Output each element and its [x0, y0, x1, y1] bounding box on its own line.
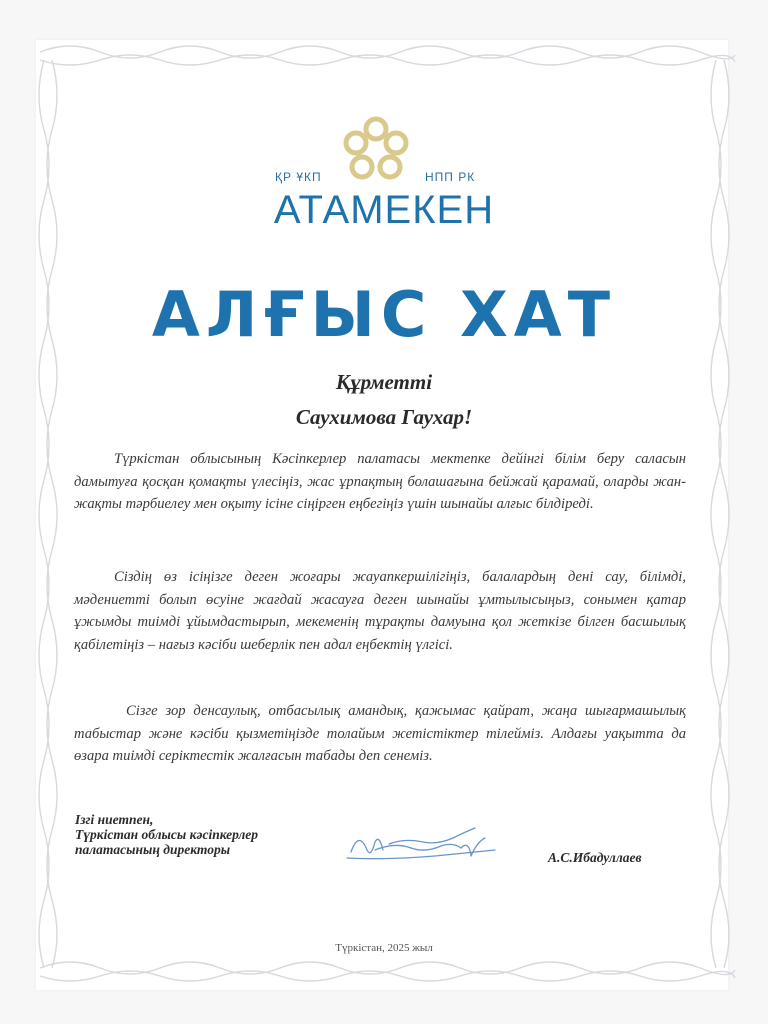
body-paragraph-1: Түркістан облысының Кәсіпкерлер палатасы мектепке дейінгі білім беру саласын дамытуға қосқан қомақты үлесіңіз, жас ұрпақтың болашағына бейжай қарамай, оларды жан-жақты тәрбиелеу мен оқыту ісіне сіңірген еңбегіңіз үшін шынайы алғыс білдіреді.: [74, 451, 686, 512]
handwritten-signature: [345, 820, 505, 870]
greeting-line-1: Құрметті: [335, 370, 433, 394]
body-paragraph-3: Сізге зор денсаулық, отбасылық амандық, қажымас қайрат, жаңа шығармашылық табыстар және кәсіби қызметіңізде толайым жетістіктер тілейміз. Алдағы уақытта да өзара тиімді серіктестік жалғасын табады деп сенеміз.: [74, 703, 686, 764]
signer-title-line-1: Түркістан облысы кәсіпкерлер: [75, 827, 259, 842]
letter-title: АЛҒЫС ХАТ: [151, 278, 617, 351]
logo-caption-right: НПП РК: [425, 170, 476, 184]
closing-line: Ізгі ниетпен,: [75, 812, 154, 827]
footer-place-date: Түркістан, 2025 жыл: [335, 942, 433, 954]
recipient-name: Саухимова Гаухар!: [295, 405, 473, 429]
atameken-emblem-icon: [340, 115, 412, 187]
signer-title-line-2: палатасының директоры: [75, 842, 231, 857]
signature-block: [75, 812, 258, 857]
logo-wordmark: АТАМЕКЕН: [273, 188, 495, 232]
signer-name: А.С.Ибадуллаев: [548, 850, 642, 865]
logo-caption-left: ҚР ҰКП: [275, 170, 322, 184]
body-paragraph-2: Сіздің өз ісіңізге деген жоғары жауапкершілігіңіз, балалардың дені сау, білімді, мәдениетті болып өсуіне жағдай жасауға деген шынайы ұмтылысыңыз, сонымен қатар ұжымды тиімді ұйымдастырып, мекеменің тұрақты дамуына қол жеткізе білген басшылық қабілетіңіз – нағыз кәсіби шеберлік пен адал еңбектің үлгісі.: [74, 569, 686, 653]
